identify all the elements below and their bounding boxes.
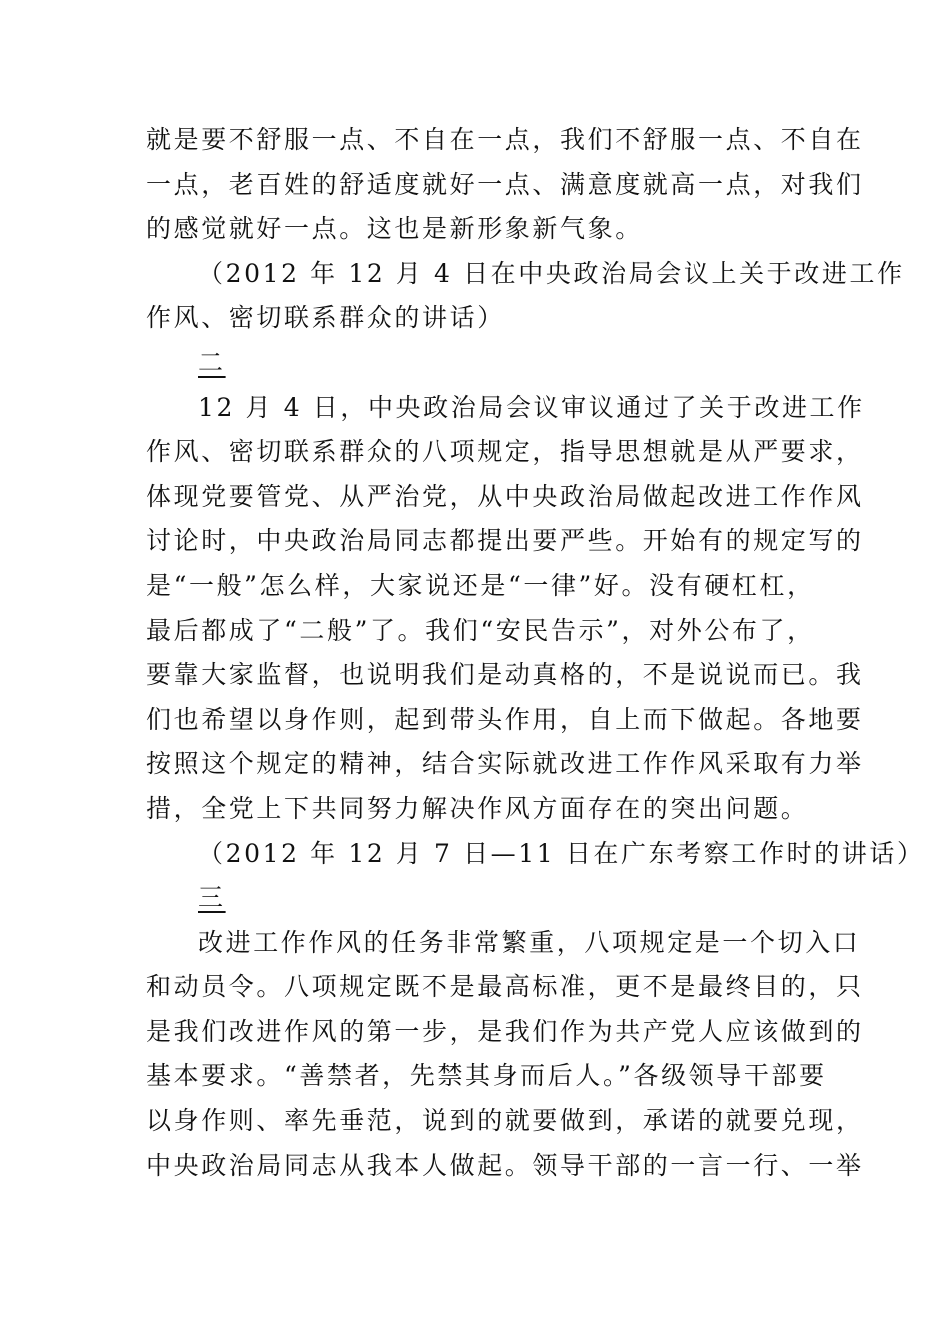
source-citation: （2012 年 12 月 4 日在中央政治局会议上关于改进工作 bbox=[198, 258, 905, 288]
paragraph-line: 和动员令。八项规定既不是最高标准，更不是最终目的，只 bbox=[146, 972, 864, 1002]
paragraph-line: 要靠大家监督，也说明我们是动真格的，不是说说而已。我 bbox=[146, 660, 864, 690]
section-heading-two: 二 bbox=[198, 347, 226, 377]
paragraph-line: 改进工作作风的任务非常繁重，八项规定是一个切入口 bbox=[198, 927, 861, 957]
paragraph-line: 按照这个规定的精神，结合实际就改进工作作风采取有力举 bbox=[146, 749, 864, 779]
paragraph-line: 12 月 4 日，中央政治局会议审议通过了关于改进工作 bbox=[198, 392, 865, 422]
paragraph-line: 就是要不舒服一点、不自在一点，我们不舒服一点、不自在 bbox=[146, 125, 864, 154]
paragraph-line: 措，全党上下共同努力解决作风方面存在的突出问题。 bbox=[146, 793, 809, 823]
paragraph-line: 体现党要管党、从严治党，从中央政治局做起改进工作作风 bbox=[146, 481, 864, 511]
paragraph-line: 讨论时，中央政治局同志都提出要严些。开始有的规定写的 bbox=[146, 526, 864, 556]
section-heading-three: 三 bbox=[198, 883, 226, 913]
paragraph-line: 最后都成了“二般”了。我们“安民告示”，对外公布了， bbox=[146, 615, 815, 645]
paragraph-line: 是我们改进作风的第一步，是我们作为共产党人应该做到的 bbox=[146, 1016, 864, 1046]
paragraph-line: 中央政治局同志从我本人做起。领导干部的一言一行、一举 bbox=[146, 1150, 864, 1180]
paragraph-line: 是“一般”怎么样，大家说还是“一律”好。没有硬杠杠， bbox=[146, 570, 815, 600]
paragraph-line: 以身作则、率先垂范，说到的就要做到，承诺的就要兑现， bbox=[146, 1106, 864, 1136]
source-citation: （2012 年 12 月 7 日—11 日在广东考察工作时的讲话） bbox=[198, 838, 925, 868]
paragraph-line: 作风、密切联系群众的八项规定，指导思想就是从严要求， bbox=[146, 437, 864, 467]
paragraph-line: 基本要求。“善禁者，先禁其身而后人。”各级领导干部要 bbox=[146, 1061, 827, 1091]
paragraph-line: 们也希望以身作则，起到带头作用，自上而下做起。各地要 bbox=[146, 704, 864, 734]
source-citation-continued: 作风、密切联系群众的讲话） bbox=[146, 303, 505, 333]
paragraph-line: 一点，老百姓的舒适度就好一点、满意度就高一点，对我们 bbox=[146, 169, 864, 199]
paragraph-line: 的感觉就好一点。这也是新形象新气象。 bbox=[146, 214, 643, 244]
document-body bbox=[146, 118, 925, 1188]
